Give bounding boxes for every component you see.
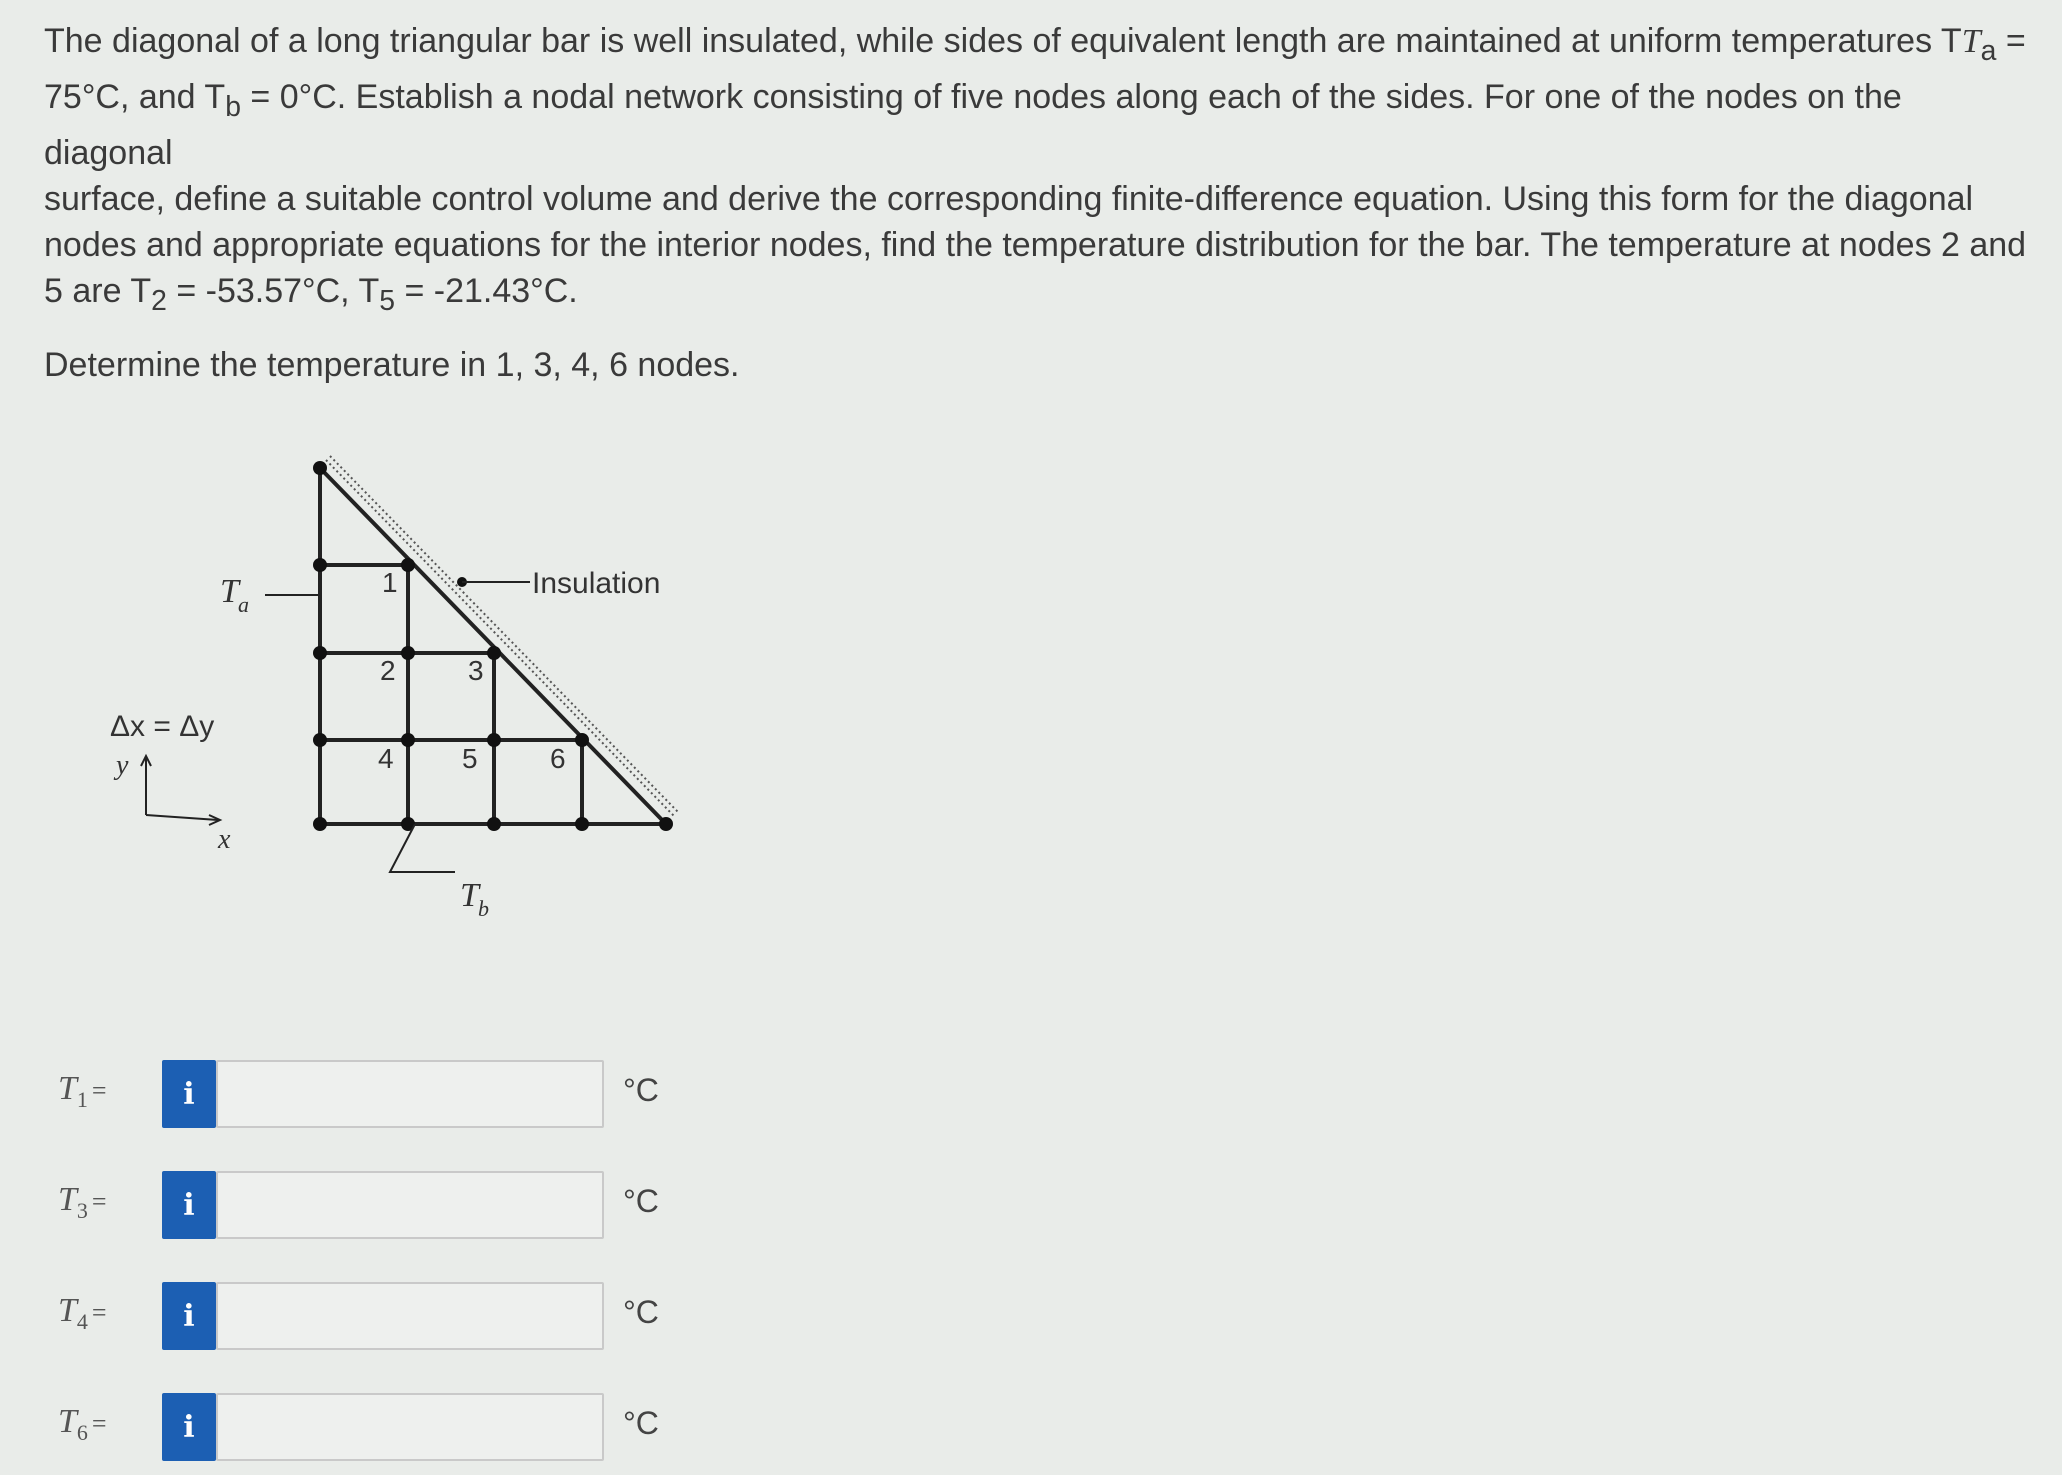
tb-subscript: b bbox=[225, 90, 241, 123]
insulation-label: Insulation bbox=[532, 567, 661, 600]
t1-input[interactable] bbox=[216, 1060, 604, 1128]
node-label-4: 4 bbox=[378, 743, 394, 774]
problem-line-5c: = -21.43°C. bbox=[395, 271, 578, 310]
answer-label-t6 bbox=[58, 1403, 107, 1446]
problem-line-2b: = 0°C. Establish a nodal network consisting of five nodes along each of the sides. For one of the nodes on the diagonal bbox=[44, 77, 1902, 172]
info-icon[interactable]: i bbox=[162, 1171, 216, 1239]
answer-sub: 6 bbox=[76, 1419, 88, 1445]
t6-input[interactable] bbox=[216, 1393, 604, 1461]
answer-eq: = bbox=[91, 1187, 107, 1216]
delta-label: Δx = Δy bbox=[110, 710, 215, 743]
answer-sub: 1 bbox=[76, 1086, 88, 1112]
t2-subscript: 2 bbox=[151, 284, 167, 317]
ta-symbol: T bbox=[1961, 23, 1981, 60]
answer-label-t4 bbox=[58, 1292, 107, 1335]
unit-label: °C bbox=[623, 1183, 659, 1219]
answer-sub: 4 bbox=[76, 1308, 88, 1334]
answer-var: T bbox=[58, 1070, 77, 1107]
node-label-2: 2 bbox=[380, 655, 396, 686]
problem-line-3: surface, define a suitable control volume and derive the corresponding finite-difference equation. Using this form for the diagonal bbox=[44, 179, 1974, 218]
answer-eq: = bbox=[91, 1076, 107, 1105]
answer-sub: 3 bbox=[76, 1197, 88, 1223]
t4-input[interactable] bbox=[216, 1282, 604, 1350]
problem-line-5a: 5 are T bbox=[44, 271, 152, 310]
unit-label: °C bbox=[623, 1072, 659, 1108]
answer-eq: = bbox=[91, 1409, 107, 1438]
axes-icon bbox=[141, 756, 220, 825]
tb-leader bbox=[390, 824, 455, 872]
answer-row-t1 bbox=[58, 1060, 678, 1128]
answer-var: T bbox=[58, 1403, 77, 1440]
info-icon[interactable]: i bbox=[162, 1393, 216, 1461]
question-text: Determine the temperature in 1, 3, 4, 6 nodes. bbox=[44, 346, 740, 384]
problem-line-4: nodes and appropriate equations for the interior nodes, find the temperature distribution for the bar. The temperature at nodes 2 and bbox=[44, 225, 2027, 264]
unit-label: °C bbox=[623, 1294, 659, 1330]
ta-subscript: a bbox=[1980, 34, 1997, 67]
problem-line-2a: 75°C, and T bbox=[44, 77, 226, 116]
problem-line-1: The diagonal of a long triangular bar is well insulated, while sides of equivalent length are maintained at uniform temperatures T bbox=[44, 22, 1962, 60]
info-icon[interactable]: i bbox=[162, 1282, 216, 1350]
node-label-5: 5 bbox=[462, 743, 478, 774]
ta-label: T bbox=[220, 573, 239, 610]
answer-row-t4 bbox=[58, 1282, 678, 1350]
triangular-bar-figure bbox=[90, 440, 710, 940]
answer-label-t1 bbox=[58, 1070, 107, 1113]
node-label-3: 3 bbox=[468, 655, 484, 686]
axis-x-label: x bbox=[218, 824, 231, 855]
problem-statement bbox=[44, 18, 2034, 323]
answer-label-t3 bbox=[58, 1181, 107, 1224]
answer-row-t6 bbox=[58, 1393, 678, 1461]
tb-label-sub: b bbox=[478, 896, 489, 921]
problem-line-1-end: = bbox=[1996, 22, 2026, 60]
axis-y-label: y bbox=[116, 750, 129, 781]
node-label-1: 1 bbox=[382, 567, 398, 598]
unit-label: °C bbox=[623, 1405, 659, 1441]
node-label-6: 6 bbox=[550, 743, 566, 774]
problem-line-5b: = -53.57°C, T bbox=[166, 271, 380, 310]
answer-var: T bbox=[58, 1181, 77, 1218]
info-icon[interactable]: i bbox=[162, 1060, 216, 1128]
triangle-grid bbox=[320, 468, 666, 824]
t3-input[interactable] bbox=[216, 1171, 604, 1239]
answer-var: T bbox=[58, 1292, 77, 1329]
ta-label-sub: a bbox=[238, 592, 249, 617]
answer-eq: = bbox=[91, 1298, 107, 1327]
answer-row-t3 bbox=[58, 1171, 678, 1239]
t5-subscript: 5 bbox=[379, 284, 395, 317]
tb-label: T bbox=[460, 877, 479, 914]
